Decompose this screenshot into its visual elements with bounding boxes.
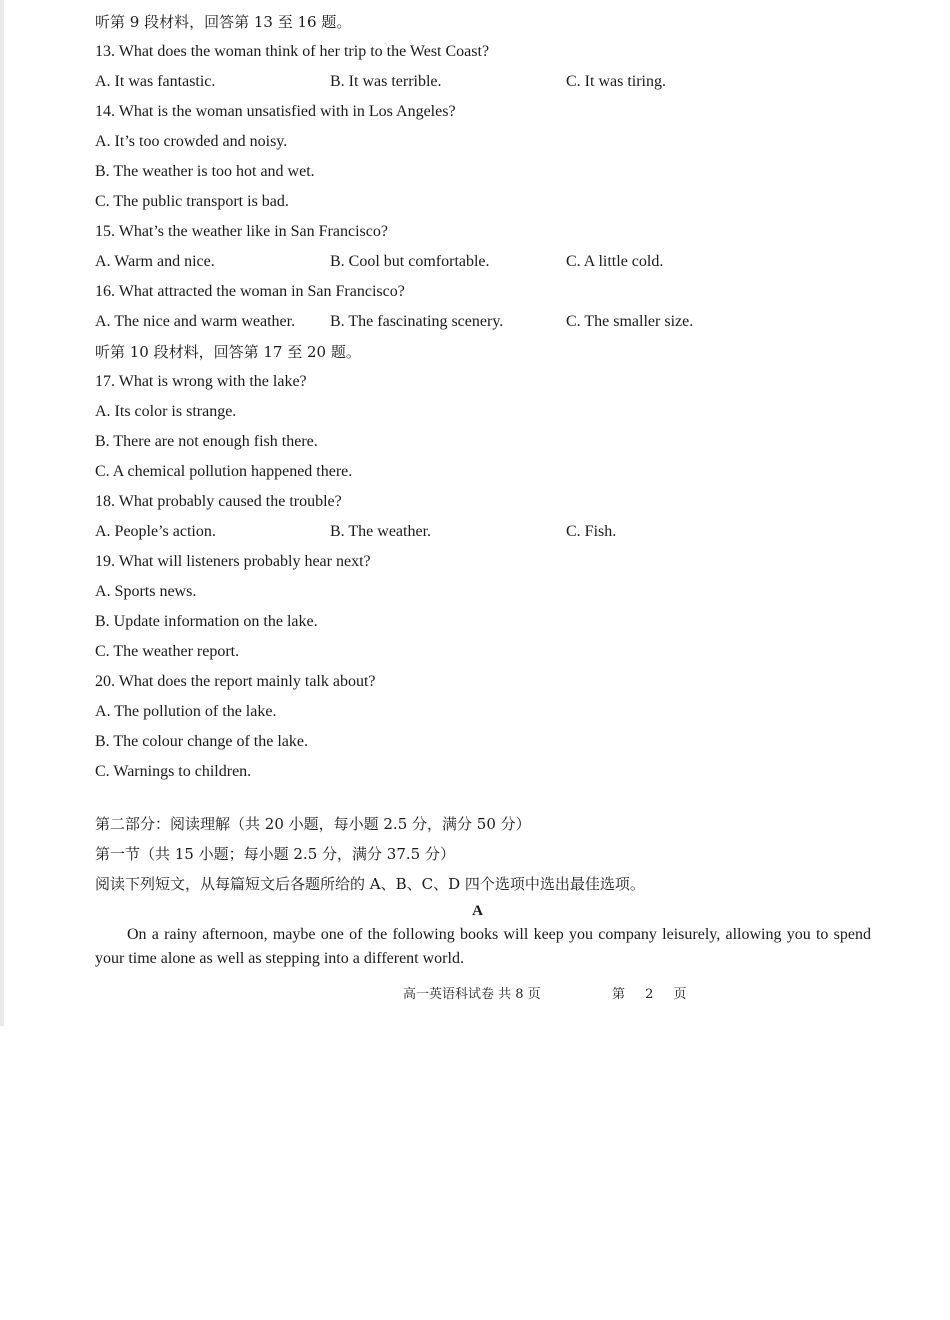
- question-16: [95, 277, 885, 337]
- page-number: 第 2 页: [612, 987, 695, 1002]
- option-a: A. The pollution of the lake.: [95, 703, 277, 720]
- option-b: B. The weather.: [330, 523, 432, 540]
- option-a: A. It was fantastic.: [95, 73, 216, 90]
- question-14-stem: 14. What is the woman unsatisfied with in Los Angeles?: [95, 103, 456, 120]
- question-16-stem: 16. What attracted the woman in San Francisco?: [95, 283, 405, 300]
- passage-paragraph: On a rainy afternoon, maybe one of the following books will keep you company leisurely, allowing you to spend your time alone as well as stepping into a different world.: [95, 926, 871, 967]
- question-19: [95, 547, 885, 667]
- option-b: B. Cool but comfortable.: [330, 253, 490, 270]
- option-a: A. It’s too crowded and noisy.: [95, 133, 288, 150]
- question-17: [95, 367, 885, 487]
- option-a: A. Its color is strange.: [95, 403, 237, 420]
- page-edge-shadow: [0, 0, 4, 1026]
- exam-footer-label: 高一英语科试卷 共 8 页: [403, 987, 541, 1002]
- question-20: [95, 667, 885, 787]
- option-a: A. People’s action.: [95, 523, 216, 540]
- question-18-options: [95, 517, 885, 547]
- passage-letter: A: [472, 903, 483, 919]
- option-b: B. The colour change of the lake.: [95, 733, 308, 750]
- question-15-options: [95, 247, 885, 277]
- option-c: C. The smaller size.: [566, 313, 694, 330]
- listening-instructions-9: 听第 9 段材料，回答第 13 至 16 题。: [95, 13, 352, 31]
- page-content: [95, 0, 885, 967]
- part2-title: 第二部分：阅读理解（共 20 小题，每小题 2.5 分，满分 50 分）: [95, 815, 531, 833]
- question-18: [95, 487, 885, 547]
- option-c: C. A chemical pollution happened there.: [95, 463, 353, 480]
- option-c: C. A little cold.: [566, 253, 664, 270]
- section1-title: 第一节（共 15 小题；每小题 2.5 分，满分 37.5 分）: [95, 845, 455, 863]
- question-13-stem: 13. What does the woman think of her trip to the West Coast?: [95, 43, 490, 60]
- option-c: C. The public transport is bad.: [95, 193, 289, 210]
- question-13: [95, 37, 885, 97]
- reading-instructions: 阅读下列短文，从每篇短文后各题所给的 A、B、C、D 四个选项中选出最佳选项。: [95, 875, 645, 893]
- option-a: A. Sports news.: [95, 583, 197, 600]
- question-17-stem: 17. What is wrong with the lake?: [95, 373, 307, 390]
- option-c: C. Fish.: [566, 523, 617, 540]
- option-b: B. The fascinating scenery.: [330, 313, 504, 330]
- option-b: B. The weather is too hot and wet.: [95, 163, 315, 180]
- question-19-stem: 19. What will listeners probably hear next?: [95, 553, 371, 570]
- option-b: B. There are not enough fish there.: [95, 433, 318, 450]
- option-a: A. The nice and warm weather.: [95, 313, 296, 330]
- question-16-options: [95, 307, 885, 337]
- option-b: B. It was terrible.: [330, 73, 442, 90]
- option-c: C. The weather report.: [95, 643, 240, 660]
- question-20-stem: 20. What does the report mainly talk about?: [95, 673, 376, 690]
- question-18-stem: 18. What probably caused the trouble?: [95, 493, 342, 510]
- option-a: A. Warm and nice.: [95, 253, 215, 270]
- option-c: C. It was tiring.: [566, 73, 666, 90]
- option-b: B. Update information on the lake.: [95, 613, 318, 630]
- question-13-options: [95, 67, 885, 97]
- question-15-stem: 15. What’s the weather like in San Francisco?: [95, 223, 388, 240]
- question-15: [95, 217, 885, 277]
- question-14: [95, 97, 885, 217]
- listening-instructions-10: 听第 10 段材料，回答第 17 至 20 题。: [95, 343, 361, 361]
- option-c: C. Warnings to children.: [95, 763, 252, 780]
- reading-section: [95, 809, 885, 971]
